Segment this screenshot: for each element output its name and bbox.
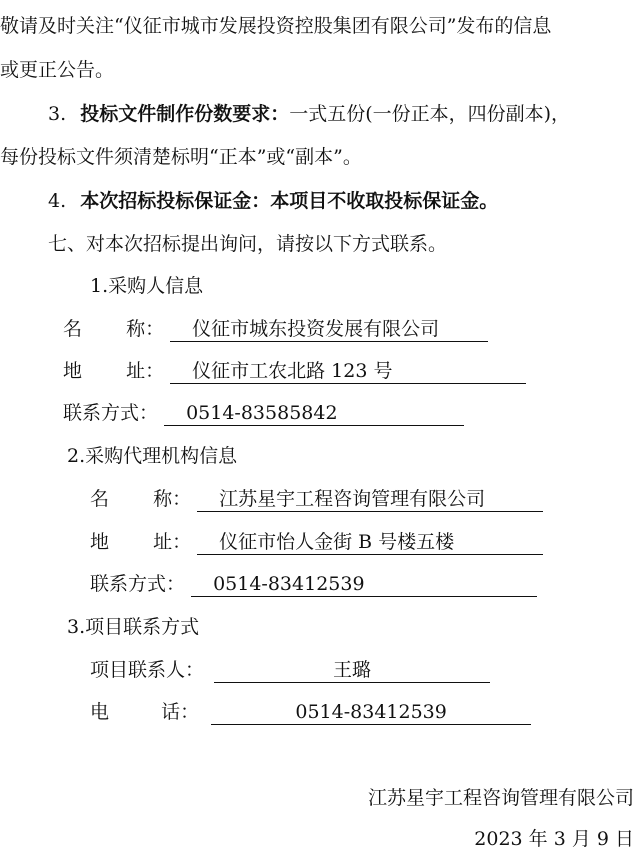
item3-text1: 一式五份(一份正本，四份副本)，: [289, 103, 571, 125]
purchaser-contact-label: 联系方式：: [63, 402, 159, 424]
purchaser-contact-row: [63, 401, 464, 426]
item3-line1: [48, 102, 570, 126]
project-person-value: 王璐: [214, 659, 490, 683]
project-phone-value: 0514-83412539: [211, 701, 531, 725]
purchaser-name-label-1: 名: [63, 318, 83, 340]
agency-name-label-2: 称：: [153, 488, 192, 510]
agency-name-label-1: 名: [90, 488, 110, 510]
purchaser-contact-value: 0514-83585842: [164, 402, 464, 426]
purchaser-address-label-1: 地: [63, 360, 83, 382]
agency-name-row: [90, 487, 543, 512]
item4-text: 本次招标投标保证金：本项目不收取投标保证金。: [80, 190, 499, 212]
agency-contact-label: 联系方式：: [90, 573, 186, 595]
item4-line: [48, 189, 498, 213]
project-person-label: 项目联系人：: [90, 659, 205, 681]
purchaser-address-value: 仪征市工农北路 123 号: [170, 360, 526, 384]
agency-address-row: [90, 530, 543, 555]
notice-continuation-line1: 敬请及时关注“仪征市城市发展投资控股集团有限公司”发布的信息: [0, 15, 552, 37]
agency-heading: 2.采购代理机构信息: [67, 445, 238, 467]
agency-address-label-2: 址：: [153, 531, 192, 553]
purchaser-address-label-2: 址：: [126, 360, 165, 382]
project-phone-label-2: 话：: [161, 701, 200, 723]
agency-contact-row: [90, 572, 537, 597]
section7-title: 七、对本次招标提出询问，请按以下方式联系。: [48, 233, 448, 255]
purchaser-address-row: [63, 359, 526, 384]
purchaser-name-label-2: 称：: [126, 318, 165, 340]
agency-name-value: 江苏星宇工程咨询管理有限公司: [197, 488, 543, 512]
item3-number: 3.: [48, 103, 67, 125]
project-heading: 3.项目联系方式: [67, 616, 200, 638]
signature-date: 2023 年 3 月 9 日: [474, 828, 634, 850]
project-person-row: [90, 658, 490, 683]
agency-contact-value: 0514-83412539: [191, 573, 537, 597]
purchaser-name-value: 仪征市城东投资发展有限公司: [170, 318, 488, 342]
project-phone-label-1: 电: [90, 701, 110, 723]
item3-line2: 每份投标文件须清楚标明“正本”或“副本”。: [0, 146, 362, 168]
signature-company: 江苏星宇工程咨询管理有限公司: [367, 787, 634, 809]
purchaser-heading: 1.采购人信息: [90, 275, 204, 297]
purchaser-name-row: [63, 317, 488, 342]
item3-title: 投标文件制作份数要求：: [80, 103, 290, 125]
project-phone-row: [90, 700, 531, 725]
notice-continuation-line2: 或更正公告。: [0, 59, 115, 81]
item4-number: 4.: [48, 190, 67, 212]
agency-address-value: 仪征市怡人金街 B 号楼五楼: [197, 531, 543, 555]
agency-address-label-1: 地: [90, 531, 110, 553]
